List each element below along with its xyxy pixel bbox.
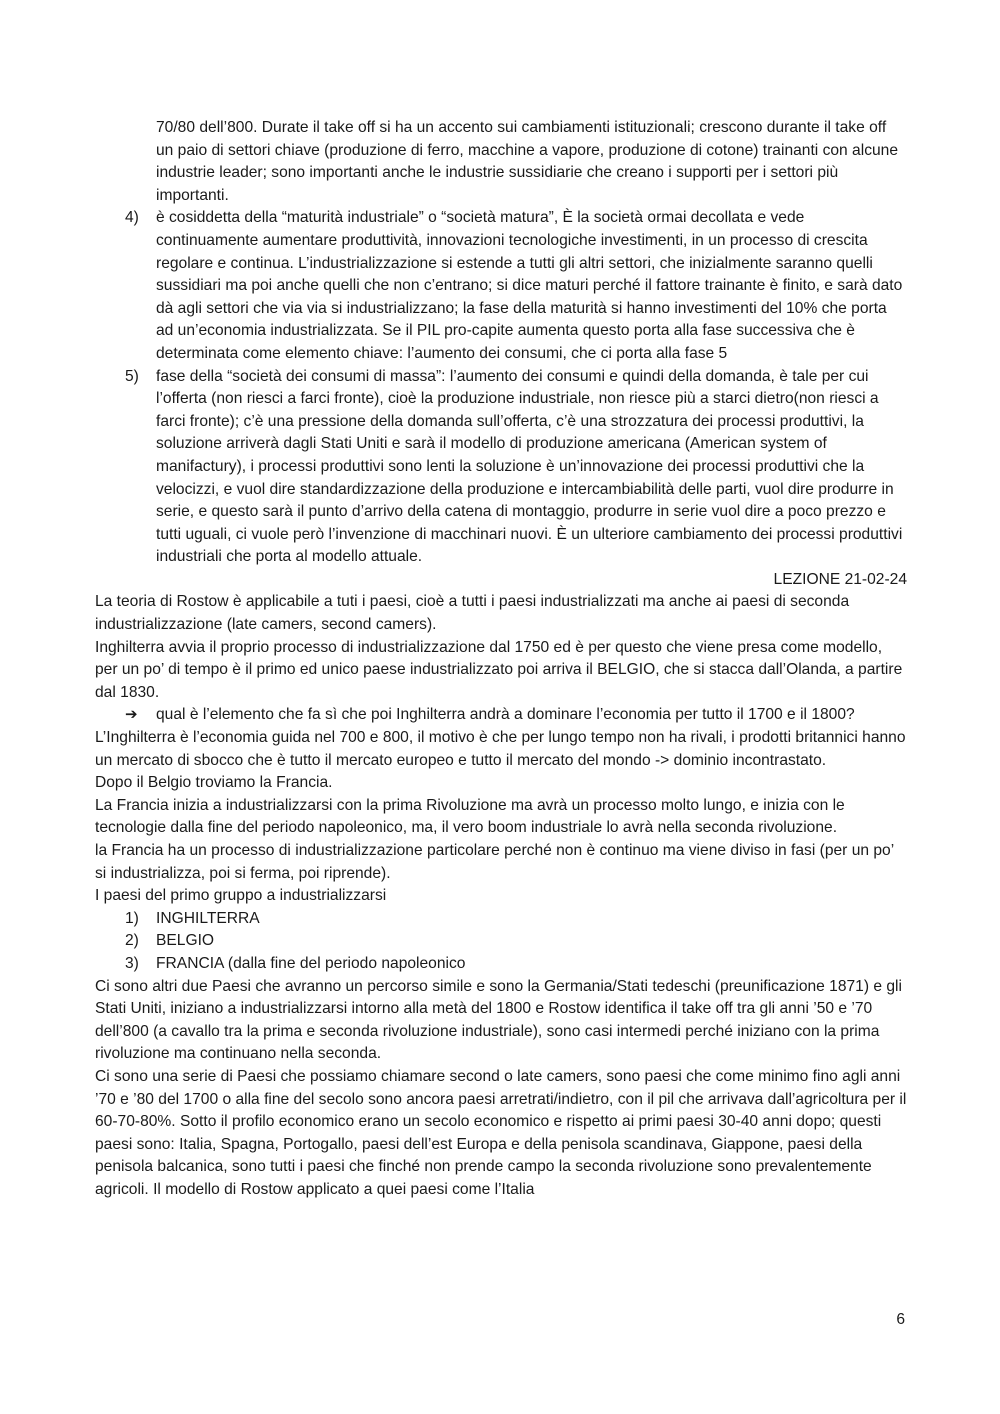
list-item-2 <box>95 930 907 953</box>
arrow-item-text: qual è l’elemento che fa sì che poi Inghilterra andrà a dominare l’economia per tutto il 1700 e il 1800? <box>156 706 855 724</box>
list-item-text: fase della “società dei consumi di massa”: l’aumento dei consumi e quindi della domanda, è tale per cui l’offerta (non riesci a farci fronte), cioè la produzione industriale, non riesce più a starci dietro(non riesci a farci fronte); c’è una pressione della domanda sull’offerta, c’è una strozzatura dei processi produttivi, la soluzione arriverà dagli Stati Uniti e sarà il modello di produzione americana (American system of manifactury), i processi produttivi sono lenti la soluzione è un’innovazione dei processi produttivi che la velocizzi, e vuol dire standardizzazione della produzione e intercambiabilità delle parti, vuol dire produrre in serie, e questo sarà il punto d’arrivo della catena di montaggio, produrre in serie vuol dire a poco prezzo e tutti uguali, ci vuole però l’invenzione di macchinari nuovi. È un ulteriore cambiamento dei processi produttivi industriali che porta al modello attuale. <box>156 367 903 566</box>
paragraph-inghilterra: Inghilterra avvia il proprio processo di industrializzazione dal 1750 ed è per questo che viene presa come modello, per un po’ di tempo è il primo ed unico paese industrializzato poi arriva il BELGIO, che si stacca dall’Olanda, a partire dal 1830. <box>95 638 903 701</box>
list-number: 3) <box>125 954 139 972</box>
list-item-3 <box>95 953 907 976</box>
paragraph-late-camers: Ci sono una serie di Paesi che possiamo chiamare second o late camers, sono paesi che come minimo fino agli anni ’70 e ’80 del 1700 o alla fine del secolo sono ancora paesi arretrati/indietro, con il pil che arrivava dall’agricoltura per il 60-70-80%. Sotto il profilo economico erano un secolo economico e rispetto ai primi paesi 30-40 anni dopo; questi paesi sono: Italia, Spagna, Portogallo, paesi dell’est Europa e della penisola scandinava, Giappone, paesi della penisola balcanica, sono tutti i paesi che finché non prende campo la seconda rivoluzione sono prevalentemente agricoli. Il modello di Rostow applicato a quei paesi come l’Italia <box>95 1067 907 1198</box>
list-item-1 <box>95 908 907 931</box>
arrow-bullet-item <box>95 704 907 727</box>
paragraph-francia-rivoluzione: La Francia inizia a industrializzarsi con la prima Rivoluzione ma avrà un processo molto lungo, e inizia con le tecnologie dalla fine del periodo napoleonico, ma, il vero boom industriale lo avrà nella seconda rivoluzione. <box>95 796 845 837</box>
paragraph-economia-guida: L’Inghilterra è l’economia guida nel 700 e 800, il motivo è che per lungo tempo non ha rivali, i prodotti britannici hanno un mercato di sbocco che è tutto il mercato europeo e tutto il mercato del mondo -> dominio incontrastato. <box>95 729 906 769</box>
paragraph-primo-gruppo: I paesi del primo gruppo a industrializzarsi <box>95 887 387 905</box>
paragraph-take-off: 70/80 dell’800. Durate il take off si ha un accento sui cambiamenti istituzionali; crescono durante il take off un paio di settori chiave (produzione di ferro, macchine a vapore, produzione di cotone) trainanti con alcune industrie leader; sono importanti anche le industrie sussidiarie che creano i supporti per i settori più importanti. <box>156 119 899 204</box>
document-page <box>95 117 907 1202</box>
paragraph-belgio-francia: Dopo il Belgio troviamo la Francia. <box>95 774 333 792</box>
paragraph-germania-usa: Ci sono altri due Paesi che avranno un percorso simile e sono la Germania/Stati tedeschi (preunificazione 1871) e gli Stati Uniti, iniziano a industrializzarsi intorno alla metà del 1800 e Rostow identifica il take off tra gli anni ’50 e ’70 dell’800 (a cavallo tra la prima e seconda rivoluzione industriale), sono casi intermedi perché iniziano con la prima rivoluzione ma continuano nella seconda. <box>95 977 902 1063</box>
list-item-5 <box>95 366 907 569</box>
lesson-date-label: LEZIONE 21-02-24 <box>773 570 907 588</box>
list-number: 1) <box>125 909 139 927</box>
list-number: 5) <box>125 367 139 385</box>
list-item-text: INGHILTERRA <box>156 909 260 927</box>
paragraph-francia-fasi: la Francia ha un processo di industrializzazione particolare perché non è continuo ma viene diviso in fasi (per un po’ si industrializza, poi si ferma, poi riprende). <box>95 842 894 882</box>
list-number: 4) <box>125 209 139 227</box>
list-item-4 <box>95 207 907 365</box>
arrow-right-icon: ➔ <box>125 706 138 724</box>
paragraph-rostow: La teoria di Rostow è applicabile a tuti i paesi, cioè a tutti i paesi industrializzati ma anche ai paesi di seconda industrializzazione (late camers, second camers). <box>95 593 850 634</box>
list-number: 2) <box>125 932 139 950</box>
page-number: 6 <box>896 1311 905 1328</box>
list-item-text: è cosiddetta della “maturità industriale” o “società matura”, È la società ormai decollata e vede continuamente aumentare produttività, innovazioni tecnologiche investimenti, in un processo di crescita regolare e continua. L’industrializzazione si estende a tutti gli altri settori, che inizialmente saranno quelli sussidiari ma poi anche quelli che non c’entrano; si dice maturi perché il fattore trainante è finito, e sarà dato dà agli settori che via via si industrializzano; la fase della maturità si hanno investimenti del 10% che porta ad un’economia industrializzata. Se il PIL pro-capite aumenta questo porta alla fase successiva che è determinata come elemento chiave: l’aumento dei consumi, che ci porta alla fase 5 <box>156 209 903 362</box>
list-item-text: FRANCIA (dalla fine del periodo napoleonico <box>156 954 466 972</box>
list-item-text: BELGIO <box>156 932 215 950</box>
